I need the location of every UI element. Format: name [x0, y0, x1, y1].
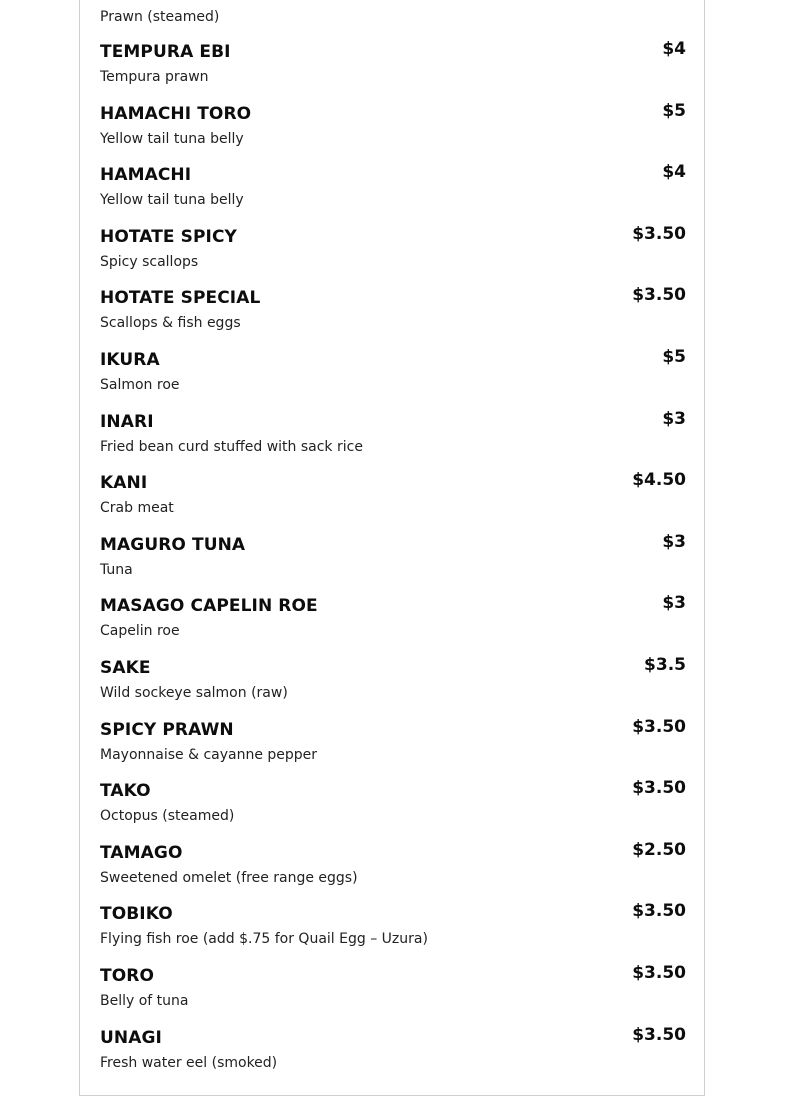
- menu-item: [100, 531, 686, 597]
- item-description: Spicy scallops: [100, 253, 199, 270]
- item-description: Sweetened omelet (free range eggs): [100, 869, 358, 886]
- item-name: INARI: [100, 411, 154, 432]
- item-price: $3: [662, 593, 686, 614]
- item-price: $5: [662, 100, 686, 121]
- item-description: Yellow tail tuna belly: [100, 192, 244, 209]
- item-price: $3.50: [632, 1024, 686, 1045]
- menu-item: [100, 901, 686, 966]
- item-price: $3.50: [632, 901, 686, 922]
- menu-list: [100, 39, 686, 1089]
- item-name: MASAGO CAPELIN ROE: [100, 596, 318, 617]
- menu-item: [100, 593, 686, 658]
- item-description: Belly of tuna: [100, 992, 189, 1009]
- item-description: Flying fish roe (add $.75 for Quail Egg – Uzura): [100, 931, 428, 948]
- item-price: $3.50: [632, 962, 686, 983]
- item-price: $4: [662, 39, 686, 59]
- item-description: Crab meat: [100, 500, 174, 517]
- menu-item: [100, 654, 686, 720]
- item-description: Tempura prawn: [100, 69, 209, 85]
- item-price: $3.50: [632, 223, 686, 244]
- item-price: $3.50: [632, 716, 686, 737]
- item-description: Salmon roe: [100, 376, 180, 393]
- item-description: Fresh water eel (smoked): [100, 1054, 278, 1071]
- item-name: HAMACHI TORO: [100, 103, 252, 124]
- item-price: $2.50: [632, 839, 686, 860]
- item-name: TAMAGO: [100, 842, 183, 863]
- item-description: Wild sockeye salmon (raw): [100, 684, 288, 701]
- item-name: IKURA: [100, 349, 160, 370]
- item-name: TOBIKO: [100, 904, 173, 925]
- menu-item: [100, 100, 686, 166]
- item-name: HOTATE SPICY: [100, 226, 237, 247]
- item-name: SPICY PRAWN: [100, 719, 234, 740]
- item-price: $4: [662, 162, 686, 183]
- item-name: KANI: [100, 473, 148, 494]
- item-price: $4.50: [632, 470, 686, 491]
- item-price: $3.50: [632, 285, 686, 306]
- item-description: Octopus (steamed): [100, 808, 235, 825]
- item-name: TORO: [100, 965, 154, 986]
- item-description: Tuna: [100, 561, 133, 578]
- menu-item: [100, 346, 686, 412]
- item-price: $3: [662, 408, 686, 429]
- menu-item: [100, 716, 686, 782]
- item-name: UNAGI: [100, 1027, 162, 1048]
- item-name: TEMPURA EBI: [100, 42, 231, 62]
- item-price: $3.50: [632, 778, 686, 799]
- item-price: $3: [662, 531, 686, 552]
- item-description: Yellow tail tuna belly: [100, 130, 244, 147]
- item-name: HOTATE SPECIAL: [100, 288, 261, 309]
- item-description: Scallops & fish eggs: [100, 315, 241, 332]
- menu-item: [100, 285, 686, 350]
- menu-item: [100, 162, 686, 227]
- menu-card: [79, 0, 705, 1096]
- item-name: HAMACHI: [100, 165, 192, 186]
- item-name: TAKO: [100, 781, 151, 802]
- menu-item: [100, 1024, 686, 1090]
- item-description: Mayonnaise & cayanne pepper: [100, 746, 318, 763]
- item-description: Capelin roe: [100, 623, 180, 640]
- menu-item: [100, 408, 686, 474]
- item-price: $5: [662, 346, 686, 367]
- item-description: Fried bean curd stuffed with sack rice: [100, 438, 363, 455]
- menu-item: [100, 778, 686, 843]
- item-name: MAGURO TUNA: [100, 534, 246, 555]
- previous-item-description: Prawn (steamed): [100, 9, 220, 25]
- item-name: SAKE: [100, 657, 151, 678]
- menu-item: [100, 962, 686, 1028]
- item-price: $3.5: [644, 654, 686, 675]
- menu-item: [100, 839, 686, 905]
- menu-item: [100, 39, 686, 104]
- menu-item: [100, 470, 686, 535]
- menu-item: [100, 223, 686, 289]
